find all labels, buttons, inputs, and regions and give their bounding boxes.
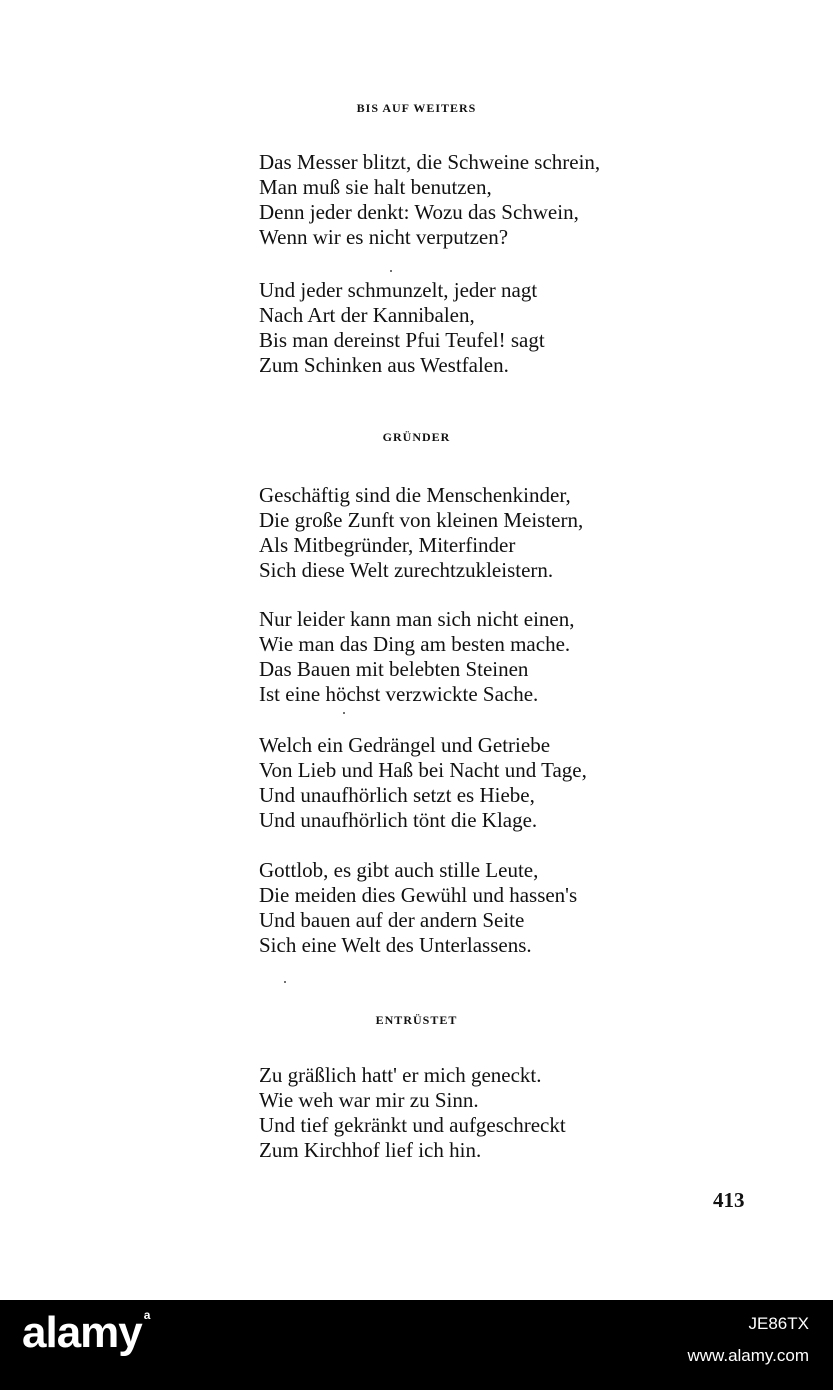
stanza: [259, 483, 583, 583]
verse-line: Denn jeder denkt: Wozu das Schwein,: [259, 200, 579, 224]
stanza: [259, 607, 574, 707]
page-number: 413: [713, 1188, 745, 1212]
verse-line: Wenn wir es nicht verputzen?: [259, 225, 509, 249]
verse-line: Und unaufhörlich tönt die Klage.: [259, 808, 538, 832]
verse-line: Sich diese Welt zurechtzukleistern.: [259, 558, 554, 582]
stanza: [259, 278, 545, 378]
verse-line: Nur leider kann man sich nicht einen,: [259, 607, 575, 631]
poem-title-bis-auf-weiters: BIS AUF WEITERS: [356, 101, 477, 115]
verse-line: Zum Kirchhof lief ich hin.: [259, 1138, 482, 1162]
verse-line: Die große Zunft von kleinen Meistern,: [259, 508, 584, 532]
stanza: [259, 150, 600, 250]
verse-line: Gottlob, es gibt auch stille Leute,: [259, 858, 539, 882]
verse-line: Man muß sie halt benutzen,: [259, 175, 492, 199]
print-speck: [284, 981, 286, 983]
verse-line: Welch ein Gedrängel und Getriebe: [259, 733, 551, 757]
verse-line: Ist eine höchst verzwickte Sache.: [259, 682, 539, 706]
verse-line: Sich eine Welt des Unterlassens.: [259, 933, 532, 957]
print-speck: [390, 270, 392, 272]
stanza: [259, 858, 577, 958]
alamy-logo: alamy $^a$: [22, 1308, 150, 1357]
verse-line: Von Lieb und Haß bei Nacht und Tage,: [259, 758, 587, 782]
poem-title-entruestet: ENTRÜSTET: [375, 1013, 458, 1027]
verse-line: Das Messer blitzt, die Schweine schrein,: [259, 150, 601, 174]
print-speck: [343, 712, 345, 714]
logo-mark-icon: a: [143, 1308, 150, 1322]
stock-watermark-bar: [0, 1300, 833, 1390]
site-url: www.alamy.com: [687, 1346, 809, 1365]
poem-title-gruender: GRÜNDER: [382, 430, 451, 444]
verse-line: Nach Art der Kannibalen,: [259, 303, 475, 327]
verse-line: Und tief gekränkt und aufgeschreckt: [259, 1113, 566, 1137]
verse-line: Bis man dereinst Pfui Teufel! sagt: [259, 328, 545, 352]
verse-line: Wie man das Ding am besten mache.: [259, 632, 571, 656]
verse-line: Und unaufhörlich setzt es Hiebe,: [259, 783, 535, 807]
verse-line: Die meiden dies Gewühl und hassen's: [259, 883, 578, 907]
stanza: [259, 733, 587, 833]
verse-line: Als Mitbegründer, Miterfinder: [259, 533, 516, 557]
image-id: JE86TX: [748, 1314, 809, 1333]
verse-line: Zum Schinken aus Westfalen.: [259, 353, 509, 377]
verse-line: Zu gräßlich hatt' er mich geneckt.: [259, 1063, 542, 1087]
verse-line: Geschäftig sind die Menschenkinder,: [259, 483, 571, 507]
verse-line: Wie weh war mir zu Sinn.: [259, 1088, 479, 1112]
stanza: [259, 1063, 566, 1163]
verse-line: Das Bauen mit belebten Steinen: [259, 657, 529, 681]
verse-line: Und jeder schmunzelt, jeder nagt: [259, 278, 538, 302]
verse-line: Und bauen auf der andern Seite: [259, 908, 525, 932]
